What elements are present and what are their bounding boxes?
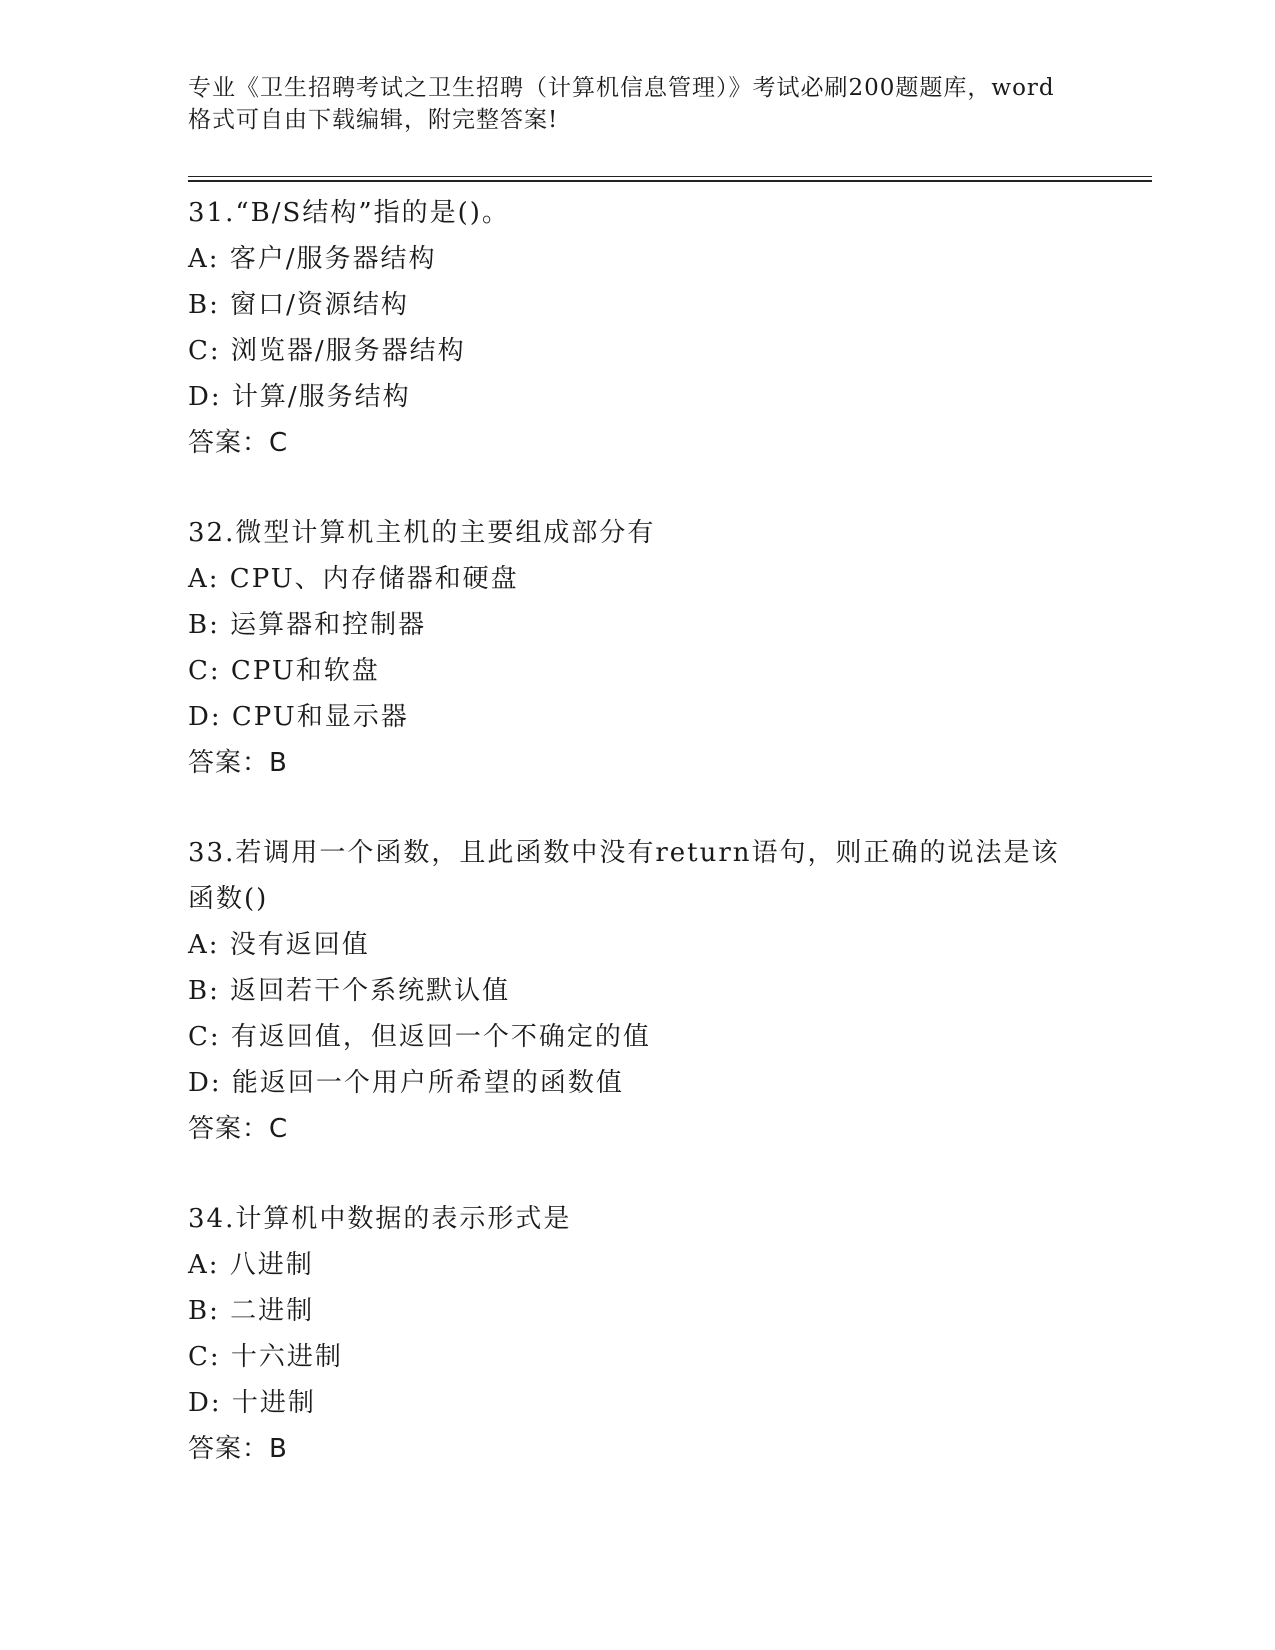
question-31	[188, 190, 1088, 466]
question-32	[188, 510, 1088, 786]
answer: 答案：C	[188, 428, 289, 458]
option-c: C: CPU和软盘	[188, 656, 380, 686]
option-c: C: 十六进制	[188, 1342, 343, 1372]
question-34	[188, 1196, 1088, 1472]
header-line-2: 格式可自由下载编辑，附完整答案!	[188, 107, 559, 133]
header-line-1: 专业《卫生招聘考试之卫生招聘（计算机信息管理）》考试必刷200题题库，word	[188, 75, 1055, 101]
option-d: D: 计算/服务结构	[188, 382, 411, 412]
question-list	[188, 190, 1088, 1516]
question-title: 33.若调用一个函数，且此函数中没有return语句，则正确的说法是该函数()	[188, 838, 1060, 914]
question-title: 32.微型计算机主机的主要组成部分有	[188, 518, 656, 548]
question-title: 34.计算机中数据的表示形式是	[188, 1204, 572, 1234]
option-d: D: CPU和显示器	[188, 702, 409, 732]
option-a: A: 没有返回值	[188, 930, 370, 960]
option-d: D: 十进制	[188, 1388, 316, 1418]
option-c: C: 浏览器/服务器结构	[188, 336, 466, 366]
answer: 答案：B	[188, 1434, 288, 1464]
question-title: 31.“B/S结构”指的是()。	[188, 198, 510, 228]
option-b: B: 运算器和控制器	[188, 610, 427, 640]
option-b: B: 窗口/资源结构	[188, 290, 409, 320]
option-a: A: CPU、内存储器和硬盘	[188, 564, 519, 594]
option-a: A: 八进制	[188, 1250, 314, 1280]
option-b: B: 返回若干个系统默认值	[188, 976, 511, 1006]
answer: 答案：C	[188, 1114, 289, 1144]
header-divider-thin	[188, 176, 1152, 177]
document-header	[188, 72, 1088, 136]
header-divider-thick	[188, 180, 1152, 182]
option-a: A: 客户/服务器结构	[188, 244, 437, 274]
option-c: C: 有返回值，但返回一个不确定的值	[188, 1022, 651, 1052]
question-33	[188, 830, 1088, 1152]
option-d: D: 能返回一个用户所希望的函数值	[188, 1068, 624, 1098]
option-b: B: 二进制	[188, 1296, 315, 1326]
answer: 答案：B	[188, 748, 288, 778]
